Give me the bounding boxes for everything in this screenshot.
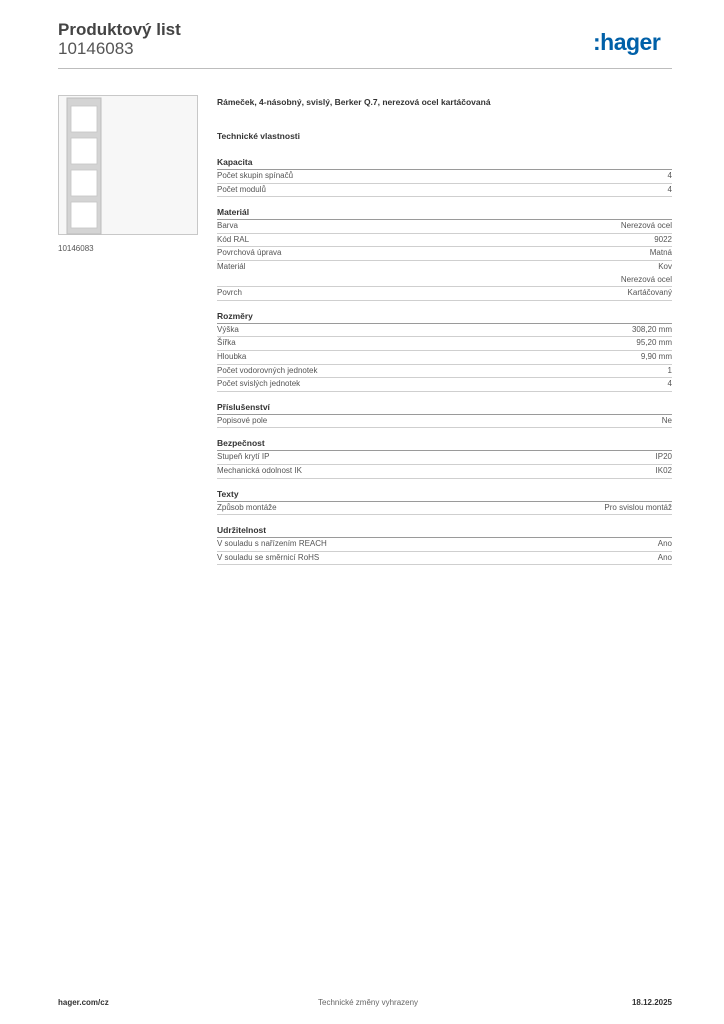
spec-value-line: 308,20 mm: [631, 324, 672, 334]
section-title: Rozměry: [217, 310, 672, 324]
section-title: Udržitelnost: [217, 524, 672, 538]
spec-value-line: Nerezová ocel: [620, 274, 672, 284]
footer-notice: Technické změny vyhrazeny: [318, 998, 419, 1007]
spec-sections: [217, 156, 672, 565]
spec-label: Počet vodorovných jednotek: [217, 365, 318, 375]
technical-properties-heading: Technické vlastnosti: [217, 131, 300, 141]
spec-label: Výška: [217, 324, 239, 334]
spec-value: [621, 220, 672, 233]
section-title: Kapacita: [217, 156, 672, 170]
spec-value: [662, 415, 672, 428]
spec-value: [658, 538, 672, 551]
spec-section: [217, 310, 672, 392]
spec-row: [217, 247, 672, 261]
spec-row: [217, 337, 672, 351]
spec-label: Materiál: [217, 261, 246, 271]
logo-text: :hager: [593, 30, 661, 55]
spec-row: [217, 261, 672, 287]
spec-value: [604, 502, 672, 515]
spec-row: [217, 365, 672, 379]
spec-value-line: 4: [667, 379, 672, 389]
spec-label: Stupeň krytí IP: [217, 452, 270, 462]
spec-row: [217, 170, 672, 184]
spec-value: [658, 552, 672, 565]
spec-value-line: IK02: [655, 465, 672, 475]
spec-value-line: Ne: [661, 415, 672, 425]
spec-section: [217, 437, 672, 478]
spec-value-line: Nerezová ocel: [620, 221, 672, 231]
spec-section: [217, 156, 672, 197]
spec-value: [668, 170, 672, 183]
spec-row: [217, 538, 672, 552]
spec-row: [217, 415, 672, 429]
spec-section: [217, 401, 672, 429]
spec-row: [217, 184, 672, 198]
spec-value-line: IP20: [655, 452, 672, 462]
hager-logo: [593, 30, 675, 58]
spec-value-line: 4: [667, 171, 672, 180]
spec-row: [217, 451, 672, 465]
spec-value: [668, 365, 672, 378]
spec-row: [217, 287, 672, 301]
spec-label: Povrch: [217, 288, 242, 298]
spec-value: [656, 451, 672, 464]
spec-value-line: Matná: [649, 248, 672, 258]
spec-value: [641, 351, 672, 364]
spec-label: Počet modulů: [217, 184, 266, 194]
spec-value-line: 9022: [654, 234, 672, 244]
section-title: Bezpečnost: [217, 437, 672, 451]
spec-value-line: Kov: [658, 261, 672, 271]
page-title: Produktový list: [58, 20, 181, 39]
spec-value-line: 9,90 mm: [640, 351, 672, 361]
spec-label: Šířka: [217, 338, 236, 348]
footer-date: 18.12.2025: [631, 998, 672, 1007]
spec-row: [217, 351, 672, 365]
spec-row: [217, 220, 672, 234]
product-name: Rámeček, 4-násobný, svislý, Berker Q.7, nerezová ocel kartáčovaná: [217, 97, 491, 107]
spec-value: [636, 337, 672, 350]
spec-label: Kód RAL: [217, 234, 250, 244]
spec-label: Popisové pole: [217, 415, 268, 425]
spec-row: [217, 502, 672, 516]
spec-label: V souladu s nařízením REACH: [217, 539, 327, 549]
spec-row: [217, 378, 672, 392]
product-image: [58, 95, 198, 235]
section-title: Příslušenství: [217, 401, 672, 415]
product-details: [217, 96, 672, 574]
spec-section: [217, 206, 672, 301]
spec-value-line: Kartáčovaný: [627, 288, 672, 298]
spec-label: Způsob montáže: [217, 502, 277, 512]
spec-value: [654, 234, 672, 247]
spec-value-line: Ano: [657, 552, 672, 562]
header-divider: [58, 68, 672, 69]
spec-value-line: Ano: [657, 539, 672, 549]
frame-4-gang-vertical-icon: [59, 96, 199, 236]
spec-label: Hloubka: [217, 351, 247, 361]
spec-label: V souladu se směrnicí RoHS: [217, 552, 320, 562]
spec-value-line: 1: [667, 365, 672, 375]
spec-label: Mechanická odolnost IK: [217, 465, 302, 475]
spec-value-line: Pro svislou montáž: [604, 502, 672, 512]
spec-value: [668, 184, 672, 197]
spec-label: Povrchová úprava: [217, 248, 282, 258]
footer-website: hager.com/cz: [58, 998, 109, 1007]
spec-row: [217, 234, 672, 248]
spec-value-line: 4: [667, 184, 672, 194]
section-title: Texty: [217, 488, 672, 502]
spec-label: Barva: [217, 221, 238, 231]
spec-value-line: 95,20 mm: [636, 338, 672, 348]
spec-section: [217, 488, 672, 516]
spec-row: [217, 324, 672, 338]
spec-label: Počet skupin spínačů: [217, 171, 294, 180]
hager-logo-icon: [593, 30, 675, 58]
section-title: Materiál: [217, 206, 672, 220]
image-caption: 10146083: [58, 244, 94, 253]
spec-value: [621, 261, 672, 286]
spec-value: [650, 247, 672, 260]
spec-value: [668, 378, 672, 391]
spec-row: [217, 465, 672, 479]
spec-value: [632, 324, 672, 337]
spec-section: [217, 524, 672, 565]
spec-row: [217, 552, 672, 566]
spec-label: Počet svislých jednotek: [217, 379, 301, 389]
product-number: 10146083: [58, 39, 134, 58]
spec-value: [656, 465, 672, 478]
spec-value: [628, 287, 672, 300]
